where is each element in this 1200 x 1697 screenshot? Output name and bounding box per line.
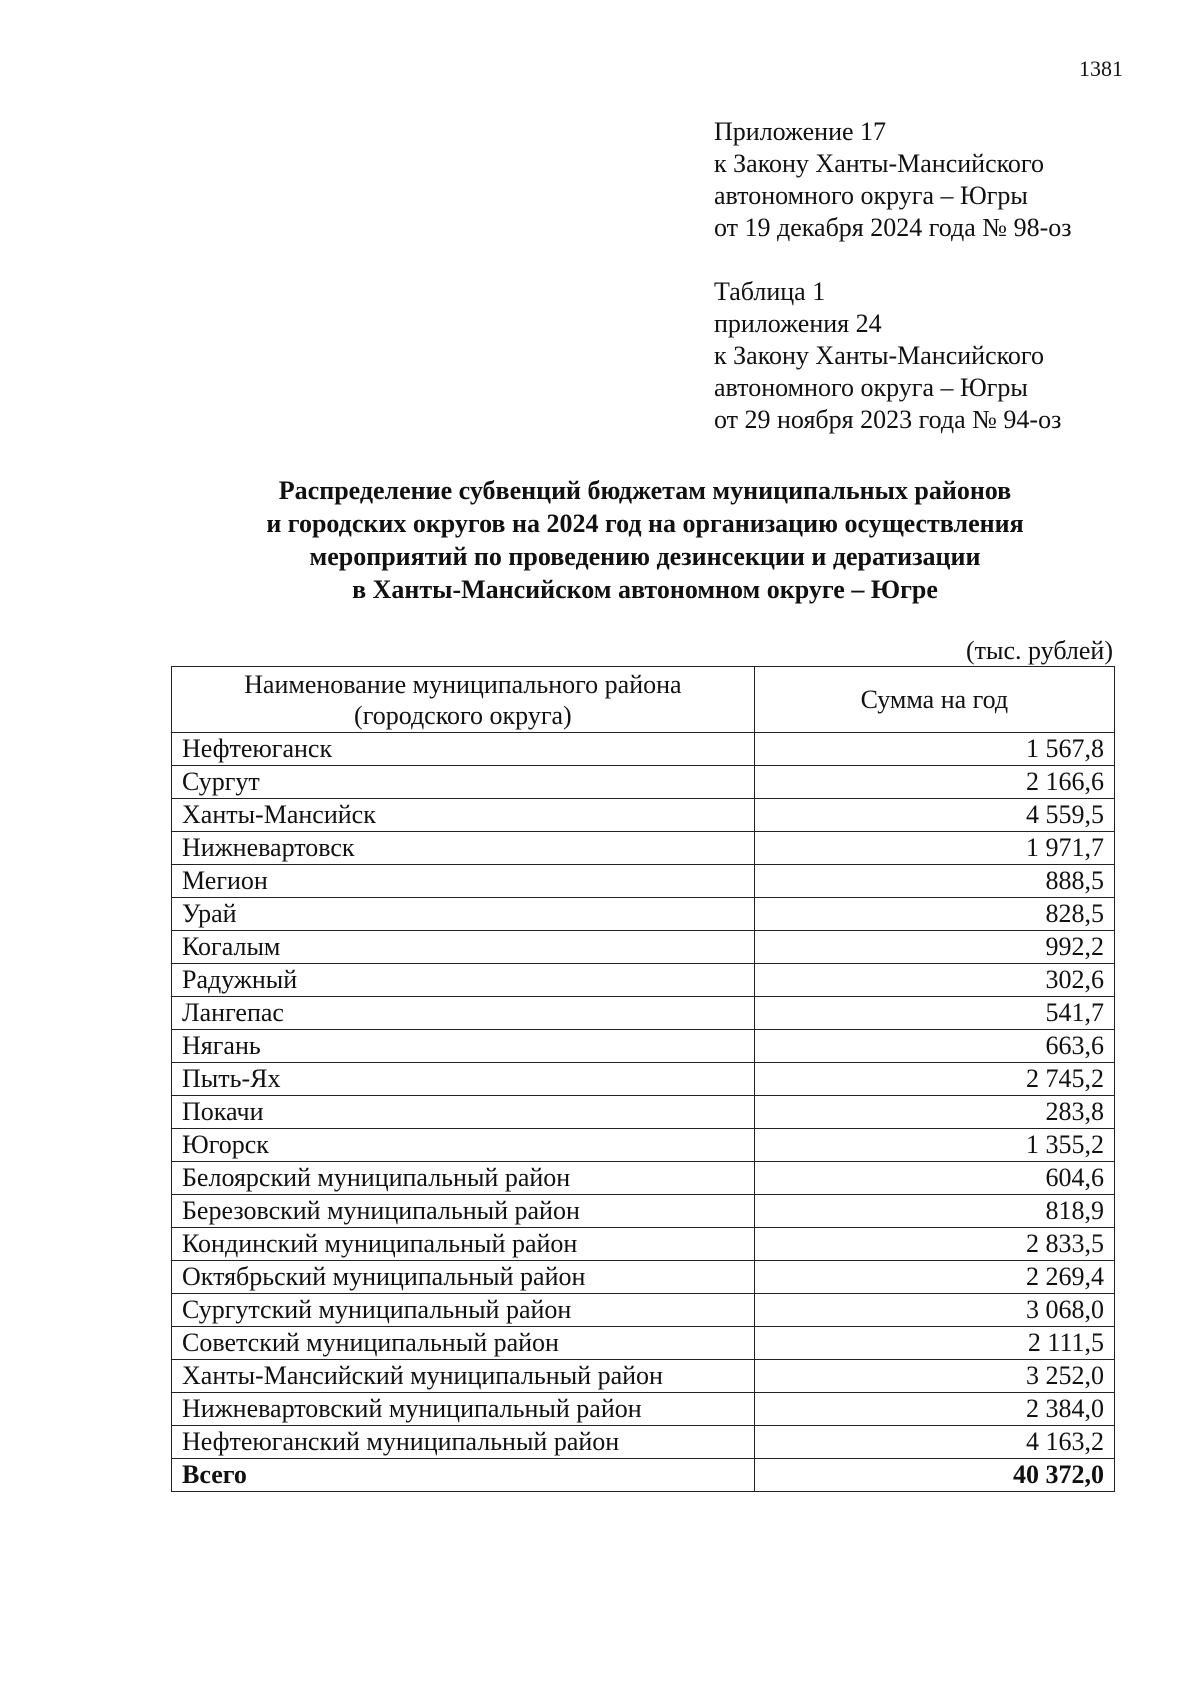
annual-sum: 818,9 (754, 1195, 1114, 1228)
municipality-name: Советский муниципальный район (172, 1327, 755, 1360)
annual-sum: 2 384,0 (754, 1393, 1114, 1426)
annual-sum: 1 355,2 (754, 1129, 1114, 1162)
municipality-name: Когалым (172, 931, 755, 964)
table-row (172, 1426, 1115, 1459)
table-row (172, 1195, 1115, 1228)
appendix-line: к Закону Ханты-Мансийского (714, 341, 1044, 370)
table-row (172, 1360, 1115, 1393)
table-body (172, 733, 1115, 1492)
table-row (172, 1162, 1115, 1195)
annual-sum: 3 068,0 (754, 1294, 1114, 1327)
annual-sum: 992,2 (754, 931, 1114, 964)
annual-sum: 3 252,0 (754, 1360, 1114, 1393)
table-row (172, 898, 1115, 931)
municipality-name: Нижневартовский муниципальный район (172, 1393, 755, 1426)
municipality-name: Нефтеюганский муниципальный район (172, 1426, 755, 1459)
municipality-name: Сургутский муниципальный район (172, 1294, 755, 1327)
annual-sum: 828,5 (754, 898, 1114, 931)
table-row (172, 733, 1115, 766)
title-line: и городских округов на 2024 год на организацию осуществления (266, 509, 1024, 538)
appendix-line: автономного округа – Югры (714, 181, 1028, 210)
annual-sum: 1 971,7 (754, 832, 1114, 865)
municipality-name: Белоярский муниципальный район (172, 1162, 755, 1195)
table-row (172, 832, 1115, 865)
total-label: Всего (172, 1459, 755, 1492)
table-row (172, 1261, 1115, 1294)
annual-sum: 2 833,5 (754, 1228, 1114, 1261)
header-name-line2: (городского округа) (354, 700, 572, 730)
appendix-line: приложения 24 (714, 309, 882, 338)
table-row (172, 997, 1115, 1030)
annual-sum: 302,6 (754, 964, 1114, 997)
annual-sum: 4 559,5 (754, 799, 1114, 832)
title-line: мероприятий по проведению дезинсекции и дератизации (309, 542, 981, 571)
annual-sum: 2 111,5 (754, 1327, 1114, 1360)
table-row (172, 865, 1115, 898)
annual-sum: 1 567,8 (754, 733, 1114, 766)
appendix-line: Приложение 17 (714, 117, 887, 146)
municipality-name: Нижневартовск (172, 832, 755, 865)
municipality-name: Нягань (172, 1030, 755, 1063)
appendix-line: к Закону Ханты-Мансийского (714, 149, 1044, 178)
municipality-name: Мегион (172, 865, 755, 898)
table-row (172, 766, 1115, 799)
municipality-name: Нефтеюганск (172, 733, 755, 766)
annual-sum: 2 745,2 (754, 1063, 1114, 1096)
appendix-line: автономного округа – Югры (714, 373, 1028, 402)
table-header-row (172, 667, 1115, 733)
table-total-row (172, 1459, 1115, 1492)
table-row (172, 799, 1115, 832)
annual-sum: 2 269,4 (754, 1261, 1114, 1294)
annual-sum: 888,5 (754, 865, 1114, 898)
header-sum: Сумма на год (754, 667, 1114, 733)
municipality-name: Кондинский муниципальный район (172, 1228, 755, 1261)
annual-sum: 2 166,6 (754, 766, 1114, 799)
header-name (172, 667, 755, 733)
appendix-gap (714, 244, 1072, 276)
subvention-table (171, 666, 1115, 1492)
municipality-name: Ханты-Мансийск (172, 799, 755, 832)
units-label: (тыс. рублей) (965, 636, 1113, 665)
total-sum: 40 372,0 (754, 1459, 1114, 1492)
appendix-line: от 19 декабря 2024 года № 98-оз (714, 213, 1072, 242)
appendix-line: от 29 ноября 2023 года № 94-оз (714, 405, 1062, 434)
municipality-name: Октябрьский муниципальный район (172, 1261, 755, 1294)
appendix-line: Таблица 1 (714, 277, 826, 306)
annual-sum: 283,8 (754, 1096, 1114, 1129)
municipality-name: Радужный (172, 964, 755, 997)
table-row (172, 1063, 1115, 1096)
municipality-name: Урай (172, 898, 755, 931)
title-line: Распределение субвенций бюджетам муниципальных районов (278, 476, 1012, 505)
table-row (172, 1129, 1115, 1162)
table-row (172, 1327, 1115, 1360)
municipality-name: Лангепас (172, 997, 755, 1030)
page-number: 1381 (1079, 56, 1123, 81)
annual-sum: 541,7 (754, 997, 1114, 1030)
municipality-name: Ханты-Мансийский муниципальный район (172, 1360, 755, 1393)
municipality-name: Покачи (172, 1096, 755, 1129)
annual-sum: 604,6 (754, 1162, 1114, 1195)
table-row (172, 1294, 1115, 1327)
table-row (172, 931, 1115, 964)
table-row (172, 1228, 1115, 1261)
municipality-name: Сургут (172, 766, 755, 799)
municipality-name: Березовский муниципальный район (172, 1195, 755, 1228)
header-name-line1: Наименование муниципального района (244, 669, 682, 699)
annual-sum: 4 163,2 (754, 1426, 1114, 1459)
table-row (172, 1096, 1115, 1129)
table-row (172, 964, 1115, 997)
table-row (172, 1393, 1115, 1426)
annual-sum: 663,6 (754, 1030, 1114, 1063)
title-line: в Ханты-Мансийском автономном округе – Югре (352, 575, 938, 604)
document-title (120, 474, 1170, 606)
municipality-name: Пыть-Ях (172, 1063, 755, 1096)
municipality-name: Югорск (172, 1129, 755, 1162)
appendix-block (714, 116, 1072, 436)
table-row (172, 1030, 1115, 1063)
